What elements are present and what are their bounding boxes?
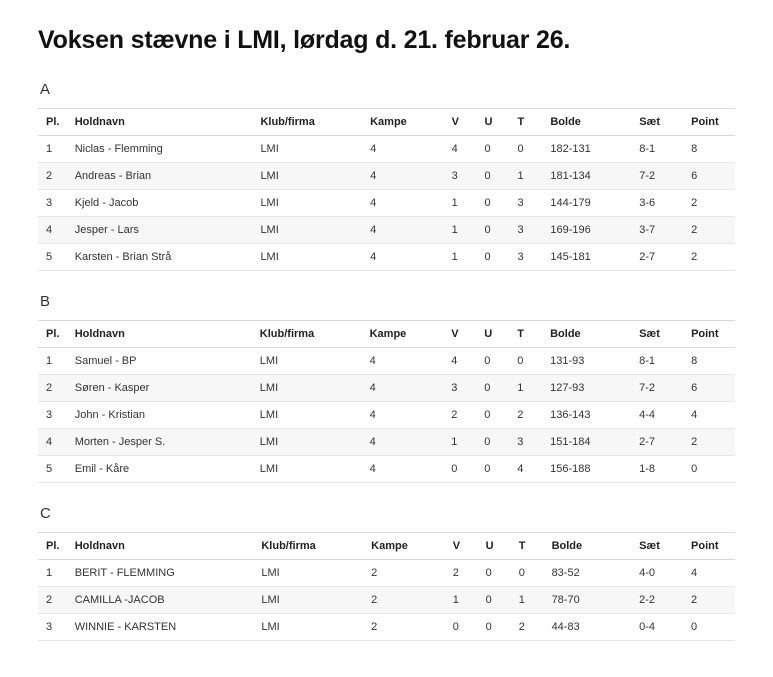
cell-v: 2 <box>447 401 480 428</box>
cell-point: 2 <box>687 216 735 243</box>
cell-u: 0 <box>482 613 515 640</box>
cell-bolde: 169-196 <box>546 216 635 243</box>
cell-u: 0 <box>481 216 514 243</box>
cell-bolde: 131-93 <box>546 347 635 374</box>
cell-v: 3 <box>448 162 481 189</box>
table-header-row <box>38 108 735 135</box>
cell-saet: 1-8 <box>635 455 687 482</box>
cell-t: 3 <box>514 189 547 216</box>
cell-t: 0 <box>514 135 547 162</box>
cell-holdnavn: John - Kristian <box>71 401 256 428</box>
cell-point: 8 <box>687 347 735 374</box>
cell-u: 0 <box>480 347 513 374</box>
cell-kampe: 4 <box>366 135 448 162</box>
cell-klub: LMI <box>256 243 366 270</box>
cell-kampe: 4 <box>366 216 448 243</box>
table-body <box>38 347 735 482</box>
cell-klub: LMI <box>256 401 366 428</box>
cell-pl: 2 <box>38 162 71 189</box>
cell-v: 2 <box>449 559 482 586</box>
column-header-t: T <box>513 320 546 347</box>
table-header-row <box>38 532 735 559</box>
cell-t: 0 <box>515 559 548 586</box>
cell-t: 2 <box>513 401 546 428</box>
cell-klub: LMI <box>256 374 366 401</box>
column-header-v: V <box>447 320 480 347</box>
column-header-u: U <box>480 320 513 347</box>
cell-point: 2 <box>687 243 735 270</box>
column-header-bolde: Bolde <box>548 532 636 559</box>
cell-kampe: 4 <box>366 428 448 455</box>
cell-holdnavn: Karsten - Brian Strå <box>71 243 257 270</box>
column-header-u: U <box>482 532 515 559</box>
cell-kampe: 4 <box>366 455 448 482</box>
cell-point: 4 <box>687 559 735 586</box>
group-label-c: C <box>40 504 51 522</box>
cell-kampe: 4 <box>366 162 448 189</box>
column-header-holdnavn: Holdnavn <box>71 108 257 135</box>
cell-saet: 8-1 <box>635 347 687 374</box>
table-body <box>38 559 735 640</box>
table-body <box>38 135 735 270</box>
table-row <box>38 347 735 374</box>
cell-t: 1 <box>514 162 547 189</box>
table-header <box>38 320 735 347</box>
table-row <box>38 455 735 482</box>
cell-kampe: 4 <box>366 374 448 401</box>
cell-t: 3 <box>513 428 546 455</box>
column-header-v: V <box>448 108 481 135</box>
cell-pl: 5 <box>38 455 71 482</box>
cell-t: 1 <box>515 586 548 613</box>
cell-u: 0 <box>480 428 513 455</box>
cell-v: 4 <box>448 135 481 162</box>
table-row <box>38 613 735 640</box>
cell-klub: LMI <box>256 455 366 482</box>
cell-u: 0 <box>482 586 515 613</box>
column-header-bolde: Bolde <box>546 108 635 135</box>
table-row <box>38 135 735 162</box>
column-header-point: Point <box>687 532 735 559</box>
table-row <box>38 162 735 189</box>
cell-t: 3 <box>514 216 547 243</box>
group-section-b <box>38 293 735 483</box>
cell-t: 3 <box>514 243 547 270</box>
cell-t: 4 <box>513 455 546 482</box>
cell-holdnavn: Jesper - Lars <box>71 216 257 243</box>
column-header-u: U <box>481 108 514 135</box>
table-header-row <box>38 320 735 347</box>
group-label-b: B <box>40 292 51 310</box>
column-header-holdnavn: Holdnavn <box>71 320 256 347</box>
cell-bolde: 145-181 <box>546 243 635 270</box>
cell-bolde: 44-83 <box>548 613 636 640</box>
cell-v: 0 <box>447 455 480 482</box>
cell-saet: 2-2 <box>635 586 687 613</box>
cell-u: 0 <box>482 559 515 586</box>
standings-table-c <box>38 532 735 641</box>
table-row <box>38 189 735 216</box>
cell-klub: LMI <box>256 347 366 374</box>
table-header <box>38 532 735 559</box>
cell-saet: 0-4 <box>635 613 687 640</box>
cell-v: 1 <box>449 586 482 613</box>
table-row <box>38 216 735 243</box>
cell-klub: LMI <box>256 162 366 189</box>
column-header-pl: Pl. <box>38 108 71 135</box>
cell-saet: 2-7 <box>635 243 687 270</box>
group-label-a: A <box>40 80 51 98</box>
column-header-saet: Sæt <box>635 532 687 559</box>
cell-kampe: 2 <box>367 613 449 640</box>
standings-table-b <box>38 320 735 483</box>
column-header-klub: Klub/firma <box>256 108 366 135</box>
cell-u: 0 <box>481 162 514 189</box>
cell-klub: LMI <box>256 428 366 455</box>
cell-bolde: 127-93 <box>546 374 635 401</box>
cell-pl: 3 <box>38 613 71 640</box>
column-header-pl: Pl. <box>38 320 71 347</box>
table-row <box>38 586 735 613</box>
cell-saet: 7-2 <box>635 162 687 189</box>
cell-point: 6 <box>687 162 735 189</box>
column-header-klub: Klub/firma <box>256 320 366 347</box>
cell-klub: LMI <box>256 216 366 243</box>
cell-point: 2 <box>687 189 735 216</box>
column-header-saet: Sæt <box>635 108 687 135</box>
cell-klub: LMI <box>257 586 367 613</box>
cell-klub: LMI <box>256 135 366 162</box>
table-header <box>38 108 735 135</box>
cell-kampe: 4 <box>366 189 448 216</box>
cell-point: 4 <box>687 401 735 428</box>
standings-table-a <box>38 108 735 271</box>
cell-klub: LMI <box>257 613 367 640</box>
cell-kampe: 4 <box>366 243 448 270</box>
cell-klub: LMI <box>257 559 367 586</box>
cell-bolde: 78-70 <box>548 586 636 613</box>
column-header-t: T <box>514 108 547 135</box>
column-header-holdnavn: Holdnavn <box>71 532 258 559</box>
cell-bolde: 83-52 <box>548 559 636 586</box>
cell-v: 1 <box>448 243 481 270</box>
cell-u: 0 <box>480 374 513 401</box>
column-header-point: Point <box>687 108 735 135</box>
cell-bolde: 156-188 <box>546 455 635 482</box>
cell-klub: LMI <box>256 189 366 216</box>
cell-point: 2 <box>687 586 735 613</box>
cell-u: 0 <box>480 455 513 482</box>
cell-bolde: 182-131 <box>546 135 635 162</box>
column-header-v: V <box>449 532 482 559</box>
cell-t: 2 <box>515 613 548 640</box>
cell-kampe: 4 <box>366 347 448 374</box>
cell-holdnavn: Samuel - BP <box>71 347 256 374</box>
cell-pl: 3 <box>38 189 71 216</box>
cell-pl: 4 <box>38 216 71 243</box>
table-row <box>38 559 735 586</box>
cell-t: 0 <box>513 347 546 374</box>
cell-u: 0 <box>481 189 514 216</box>
cell-t: 1 <box>513 374 546 401</box>
table-row <box>38 401 735 428</box>
column-header-point: Point <box>687 320 735 347</box>
cell-pl: 1 <box>38 135 71 162</box>
cell-holdnavn: BERIT - FLEMMING <box>71 559 258 586</box>
cell-point: 6 <box>687 374 735 401</box>
cell-pl: 5 <box>38 243 71 270</box>
cell-u: 0 <box>481 135 514 162</box>
cell-u: 0 <box>480 401 513 428</box>
cell-pl: 1 <box>38 559 71 586</box>
cell-saet: 8-1 <box>635 135 687 162</box>
column-header-t: T <box>515 532 548 559</box>
cell-pl: 3 <box>38 401 71 428</box>
cell-holdnavn: CAMILLA -JACOB <box>71 586 258 613</box>
cell-v: 4 <box>447 347 480 374</box>
cell-holdnavn: Andreas - Brian <box>71 162 257 189</box>
cell-saet: 3-6 <box>635 189 687 216</box>
group-section-a <box>38 81 735 271</box>
cell-holdnavn: Emil - Kåre <box>71 455 256 482</box>
cell-u: 0 <box>481 243 514 270</box>
cell-saet: 2-7 <box>635 428 687 455</box>
cell-kampe: 4 <box>366 401 448 428</box>
cell-point: 0 <box>687 613 735 640</box>
cell-v: 0 <box>449 613 482 640</box>
cell-pl: 2 <box>38 586 71 613</box>
cell-bolde: 144-179 <box>546 189 635 216</box>
cell-saet: 3-7 <box>635 216 687 243</box>
cell-kampe: 2 <box>367 586 449 613</box>
column-header-kampe: Kampe <box>366 320 448 347</box>
cell-holdnavn: Søren - Kasper <box>71 374 256 401</box>
group-section-c <box>38 505 735 641</box>
cell-point: 0 <box>687 455 735 482</box>
cell-point: 8 <box>687 135 735 162</box>
cell-v: 1 <box>447 428 480 455</box>
cell-holdnavn: Kjeld - Jacob <box>71 189 257 216</box>
column-header-kampe: Kampe <box>367 532 449 559</box>
column-header-kampe: Kampe <box>366 108 448 135</box>
cell-v: 1 <box>448 216 481 243</box>
cell-v: 3 <box>447 374 480 401</box>
cell-pl: 4 <box>38 428 71 455</box>
cell-v: 1 <box>448 189 481 216</box>
column-header-pl: Pl. <box>38 532 71 559</box>
column-header-saet: Sæt <box>635 320 687 347</box>
column-header-klub: Klub/firma <box>257 532 367 559</box>
cell-pl: 1 <box>38 347 71 374</box>
cell-bolde: 151-184 <box>546 428 635 455</box>
cell-holdnavn: WINNIE - KARSTEN <box>71 613 258 640</box>
table-row <box>38 428 735 455</box>
cell-kampe: 2 <box>367 559 449 586</box>
table-row <box>38 374 735 401</box>
cell-saet: 4-0 <box>635 559 687 586</box>
column-header-bolde: Bolde <box>546 320 635 347</box>
cell-holdnavn: Niclas - Flemming <box>71 135 257 162</box>
cell-point: 2 <box>687 428 735 455</box>
page-title: Voksen stævne i LMI, lørdag d. 21. februar 26. <box>38 26 571 54</box>
cell-bolde: 136-143 <box>546 401 635 428</box>
cell-holdnavn: Morten - Jesper S. <box>71 428 256 455</box>
cell-pl: 2 <box>38 374 71 401</box>
cell-bolde: 181-134 <box>546 162 635 189</box>
cell-saet: 4-4 <box>635 401 687 428</box>
cell-saet: 7-2 <box>635 374 687 401</box>
table-row <box>38 243 735 270</box>
